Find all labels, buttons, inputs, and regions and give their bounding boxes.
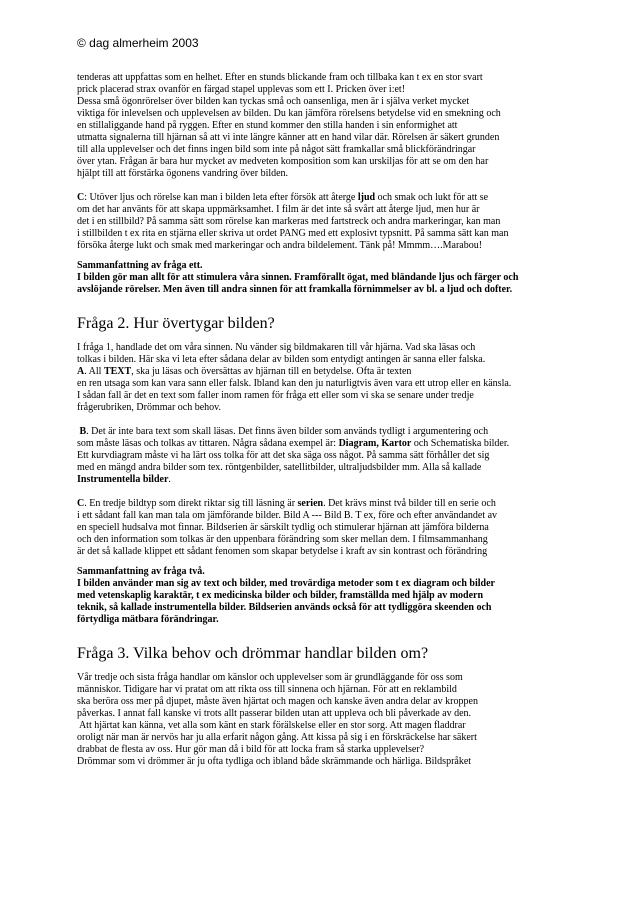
question2-summary — [77, 566, 555, 626]
text-line: människor. Tidigare har vi pratat om att rikta oss till sinnena och hjärnan. För att en reklambild — [77, 684, 457, 695]
text-line: försöka återge lukt och smak med markeringar och andra bildelement. Tänk på! Mmmm….Marabou! — [77, 240, 483, 251]
text-line — [77, 498, 555, 510]
item-label: C — [77, 498, 85, 509]
text-line: Att hjärtat kan känna, vet alla som känt en stark förälskelse eller en stor sorg. Att magen fladdrar — [77, 720, 466, 731]
bold-term: TEXT — [103, 366, 132, 377]
text-line: Dessa små ögonrörelser över bilden kan tyckas små och oansenliga, men är i själva verket mycket — [77, 96, 470, 107]
text-line: teknik, så kallade instrumentella bilder. Bildserien används också för att tydliggöra skeenden och — [77, 602, 492, 613]
text-line: om det har använts för att skapa uppmärksamhet. I film är det inte så svårt att återge ljud, men hur är — [77, 204, 480, 215]
text-line: över ytan. Frågan är bara hur mycket av medveten komposition som kan urskiljas för att se om den har — [77, 156, 489, 167]
text-line: frågerubriken, Drömmar och behov. — [77, 402, 222, 413]
bold-term: serien — [297, 498, 324, 509]
text-line: viktiga för inlevelsen och upplevelsen av bilden. Du kan jämföra rörelsens betydelse vid en smekning och — [77, 108, 501, 119]
bold-term: Instrumentella bilder — [77, 474, 169, 485]
text-run: . Det krävs minst två bilder till en serie och — [323, 498, 496, 509]
text-line — [77, 438, 555, 450]
text-run: . — [168, 474, 171, 485]
text-run: . En tredje bildtyp som direkt riktar sig till läsning är — [84, 498, 298, 509]
text-run: . Det är inte bara text som skall läsas. Det finns även bilder som används tydligt i argumentering och — [86, 426, 489, 437]
text-line: I fråga 1, handlade det om våra sinnen. Nu vänder sig bildmakaren till vår hjärna. Vad ska läsas och — [77, 342, 476, 353]
text-line: i ett sådant fall kan man tala om jämförande bilder. Bild A --- Bild B. T ex, före och efter användandet av — [77, 510, 498, 521]
text-line: påverkas. I annat fall kanske vi trots allt passerar bilden utan att uppleva och bli påverkade av den. — [77, 708, 472, 719]
text-line: avslöjande rörelser. Men även till andra sinnen för att framkalla förnimmelser av bl. a ljud och dofter. — [77, 284, 513, 295]
text-line: i stillbilden t ex rita en stjärna eller skriva ut ordet PANG med ett explosivt typsnitt. På samma sätt kan man — [77, 228, 509, 239]
text-line — [77, 192, 555, 204]
text-line: drabbat de flesta av oss. Hur gör man då i bild för att locka fram så starka upplevelser? — [77, 744, 425, 755]
text-line: tolkas i bilden. Här ska vi leta efter sådana delar av bilden som entydigt antingen är sanna eller falska. — [77, 354, 486, 365]
text-run: och Schematiska bilder. — [411, 438, 510, 449]
text-line: utmatta signalerna till hjärnan så att vi inte längre känner att en hand vilar där. Rörelsen är säkert grunden — [77, 132, 500, 143]
text-line: förtydliga mätbara förändringar. — [77, 614, 219, 625]
bold-term: Diagram, Kartor — [338, 438, 412, 449]
text-line: med en mängd andra bilder som tex. röntgenbilder, satellitbilder, ultraljudsbilder mm. Alla så kallade — [77, 462, 482, 473]
text-line: I bilden gör man allt för att stimulera våra sinnen. Framförallt ögat, med bländande ljus och färger och — [77, 272, 519, 283]
item-label: A — [77, 366, 85, 377]
summary-title: Sammanfattning av fråga två. — [77, 566, 205, 577]
text-line: prick placerad strax ovanför en färgad stapel upplevas som ett I. Pricken över i:et! — [77, 84, 406, 95]
item-label: C — [77, 192, 85, 203]
text-line: till alla upplevelser och det finns ingen bild som inte på något sätt framkallar små blickförändringar — [77, 144, 476, 155]
text-line: och den information som tolkas är den uppenbara förändring som sker mellan dem. I filmsammanhang — [77, 534, 488, 545]
section1-summary — [77, 260, 555, 296]
question2-paragraph-c — [77, 498, 555, 558]
bold-term: ljud — [357, 192, 376, 203]
section1-paragraph — [77, 72, 555, 180]
question3-heading: Fråga 3. Vilka behov och drömmar handlar bilden om? — [77, 645, 429, 662]
text-line: en stillaliggande hand på ryggen. Efter en stund kommer den stilla handen i sin enformighet att — [77, 120, 458, 131]
text-run: som måste läsas och tolkas av tittaren. Några sådana exempel är: — [77, 438, 339, 449]
text-line: oroligt när man är nervös har ju alla erfarit någon gång. Att kissa på sig i en förskräckelse har säkert — [77, 732, 477, 743]
text-line: Vår tredje och sista fråga handlar om känslor och upplevelser som är grundläggande för oss som — [77, 672, 463, 683]
text-line: är det så kallade klippet ett sådant fenomen som skapar betydelse i kraft av sin kontrast och förändring — [77, 546, 488, 557]
item-label: B — [79, 426, 87, 437]
question3-paragraph — [77, 672, 555, 768]
question2-paragraph-b — [77, 426, 555, 486]
text-line: I bilden använder man sig av text och bilder, med trovärdiga metoder som t ex diagram och bilder — [77, 578, 495, 589]
section1-paragraph-c — [77, 192, 555, 252]
text-line: Drömmar som vi drömmer är ju ofta tydliga och ibland både skrämmande och härliga. Bildspråket — [77, 756, 472, 767]
document-body — [77, 72, 555, 768]
text-run: . All — [84, 366, 104, 377]
text-line: en ren utsaga som kan vara sann eller falsk. Ibland kan den ju naturligtvis även vara ett utrop eller en känsla. — [77, 378, 512, 389]
text-line: det i en stillbild? På samma sätt som rörelse kan markeras med fartstreck och andra markeringar, kan man — [77, 216, 501, 227]
copyright-header: © dag almerheim 2003 — [77, 36, 199, 50]
text-line: med vetenskaplig karaktär, t ex medicinska bilder och bilder, framställda med hjälp av modern — [77, 590, 484, 601]
question2-intro — [77, 342, 555, 414]
text-line: hjälpt till att förstärka ögonens vandring över bilden. — [77, 168, 289, 179]
text-line: ska beröra oss mer på djupet, måste även hjärtat och magen och kanske även andra delar av kroppen — [77, 696, 478, 707]
text-line — [77, 426, 555, 438]
text-line: tenderas att uppfattas som en helhet. Efter en stunds blickande fram och tillbaka kan t ex en stor svart — [77, 72, 483, 83]
text-line — [77, 474, 555, 486]
text-line: I sådan fall är det en text som faller inom ramen för fråga ett eller som vi ska se senare under tredje — [77, 390, 474, 401]
text-run: och smak och lukt för att se — [375, 192, 489, 203]
summary-title: Sammanfattning av fråga ett. — [77, 260, 203, 271]
text-line: en speciell hudsalva mot finnar. Bildserien är särskilt tydlig och stimulerar hjärnan att jämföra bilderna — [77, 522, 489, 533]
text-run: , ska ju läsas och översättas av hjärnan till en betydelse. Ofta är texten — [131, 366, 412, 377]
question2-heading: Fråga 2. Hur övertygar bilden? — [77, 315, 275, 332]
text-line: Ett kurvdiagram måste vi ha lärt oss tolka för att det ska säga oss något. På samma sätt förhåller det sig — [77, 450, 490, 461]
text-line — [77, 366, 555, 378]
text-run: : Utöver ljus och rörelse kan man i bilden leta efter försök att återge — [84, 192, 358, 203]
